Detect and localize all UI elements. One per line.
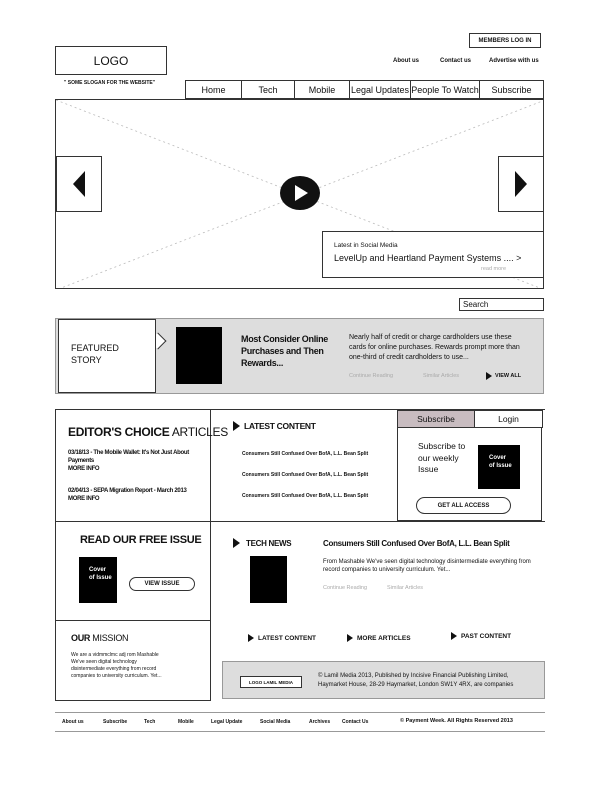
social-kicker: Latest in Social Media xyxy=(334,242,398,249)
featured-similar-link[interactable]: Similar Articles xyxy=(423,373,460,379)
search-input[interactable]: Search xyxy=(459,298,544,311)
featured-view-all-link[interactable] xyxy=(486,372,521,380)
featured-label-line1: FEATURED xyxy=(71,343,119,353)
free-issue-title: READ OUR FREE ISSUE xyxy=(80,534,202,546)
mission-title-rest: MISSION xyxy=(90,633,129,643)
nav-legal-updates[interactable]: Legal Updates xyxy=(350,81,411,98)
view-all-label: VIEW ALL xyxy=(495,373,522,379)
nav-people-to-watch[interactable]: People To Watch xyxy=(411,81,480,98)
play-arrow-icon xyxy=(451,632,457,640)
site-logo[interactable] xyxy=(55,46,167,75)
play-arrow-icon xyxy=(347,634,353,642)
editors-choice-title-rest: ARTICLES xyxy=(169,425,228,439)
tab-login[interactable]: Login xyxy=(474,410,543,428)
play-icon[interactable] xyxy=(280,176,320,210)
footer-divider xyxy=(55,731,545,732)
latest-content-heading xyxy=(233,421,316,431)
tech-news-similar-link[interactable]: Similar Articles xyxy=(387,585,424,591)
publisher-text: © Lamil Media 2013, Published by Incisive Financial Publishing Limited, Haymarket House, 28-29 Haymarket, London SW1Y 4RX, are companies xyxy=(318,673,514,688)
past-content-link-label: PAST CONTENT xyxy=(461,632,512,640)
editors-choice-title-bold: EDITOR'S CHOICE xyxy=(68,425,170,439)
get-all-access-button[interactable]: GET ALL ACCESS xyxy=(416,497,511,514)
footer-link-social-media[interactable]: Social Media xyxy=(260,719,291,725)
footer-link-subscribe[interactable]: Subscribe xyxy=(103,719,128,725)
featured-thumbnail[interactable] xyxy=(176,327,222,384)
grid-divider xyxy=(55,700,210,701)
more-articles-link[interactable] xyxy=(347,634,411,642)
mission-title-bold: OUR xyxy=(71,633,91,643)
footer-link-legal-update[interactable]: Legal Update xyxy=(211,719,243,725)
latest-content-item[interactable]: Consumers Still Confused Over BofA, L.L. Bean Split xyxy=(242,493,369,499)
free-issue-cover-label: Cover of Issue xyxy=(89,567,112,581)
slider-prev-button[interactable] xyxy=(56,156,102,212)
view-issue-button[interactable]: VIEW ISSUE xyxy=(129,577,195,591)
logo-text: LOGO xyxy=(93,53,129,68)
site-slogan: " SOME SLOGAN FOR THE WEBSITE" xyxy=(64,80,156,86)
more-articles-link-label: MORE ARTICLES xyxy=(357,634,411,642)
latest-content-title: LATEST CONTENT xyxy=(244,421,316,431)
footer-link-mobile[interactable]: Mobile xyxy=(178,719,194,725)
footer-copyright: © Payment Week. All Rights Reserved 2013 xyxy=(400,718,513,724)
grid-divider xyxy=(210,409,211,701)
issue-cover-label: Cover of Issue xyxy=(489,455,512,469)
latest-content-link[interactable] xyxy=(248,634,316,642)
editors-choice-item[interactable] xyxy=(68,449,198,473)
grid-divider xyxy=(55,409,56,701)
tab-subscribe[interactable]: Subscribe xyxy=(397,410,475,428)
tech-news-continue-link[interactable]: Continue Reading xyxy=(323,585,368,591)
editors-choice-more[interactable]: MORE INFO xyxy=(68,466,100,472)
main-nav xyxy=(185,80,544,99)
contact-us-link[interactable]: Contact us xyxy=(440,58,472,64)
grid-divider xyxy=(55,521,545,522)
tech-news-body: From Mashable We've seen digital technology disintermediate everything from record companies to university curriculum. Yet... xyxy=(323,559,531,573)
play-arrow-icon xyxy=(233,538,240,548)
featured-label-line2: STORY xyxy=(71,355,102,365)
social-read-more[interactable]: read more xyxy=(481,266,507,272)
tech-news-title: TECH NEWS xyxy=(246,538,292,548)
hero-slider xyxy=(55,99,544,289)
footer-link-about[interactable]: About us xyxy=(62,719,84,725)
editors-choice-item-text: 02/04/13 - SEPA Migration Report - March 2013 xyxy=(68,488,187,494)
nav-tech[interactable]: Tech xyxy=(242,81,295,98)
tech-news-headline[interactable]: Consumers Still Confused Over BofA, L.L. Bean Split xyxy=(323,539,510,548)
play-arrow-icon xyxy=(248,634,254,642)
footer-link-contact[interactable]: Contact Us xyxy=(342,719,369,725)
editors-choice-title xyxy=(68,425,228,439)
latest-content-item[interactable]: Consumers Still Confused Over BofA, L.L. Bean Split xyxy=(242,472,369,478)
nav-mobile[interactable]: Mobile xyxy=(295,81,350,98)
editors-choice-more[interactable]: MORE INFO xyxy=(68,496,100,502)
nav-subscribe[interactable]: Subscribe xyxy=(491,84,532,95)
arrow-left-icon xyxy=(73,171,85,197)
editors-choice-item-text: 03/18/13 - The Mobile Wallet: It's Not Just About Payments xyxy=(68,450,189,464)
editors-choice-item[interactable] xyxy=(68,487,198,503)
free-issue-cover[interactable] xyxy=(79,557,117,603)
play-arrow-icon xyxy=(233,421,240,431)
advertise-link[interactable]: Advertise with us xyxy=(489,58,539,64)
nav-home[interactable]: Home xyxy=(186,81,242,98)
latest-content-item[interactable]: Consumers Still Confused Over BofA, L.L. Bean Split xyxy=(242,451,369,457)
slider-next-button[interactable] xyxy=(498,156,544,212)
publisher-logo[interactable]: LOGO LAMIL MEDIA xyxy=(240,676,302,688)
social-media-teaser[interactable] xyxy=(322,231,544,278)
footer-link-tech[interactable]: Tech xyxy=(144,719,156,725)
footer-divider xyxy=(55,712,545,713)
past-content-link[interactable] xyxy=(451,632,511,640)
arrow-right-icon xyxy=(515,171,527,197)
tech-news-thumbnail[interactable] xyxy=(250,556,287,603)
members-login-button[interactable]: MEMBERS LOG IN xyxy=(469,33,541,48)
featured-story xyxy=(55,318,544,394)
publisher-box xyxy=(222,661,545,699)
latest-content-link-label: LATEST CONTENT xyxy=(258,634,317,642)
featured-continue-link[interactable]: Continue Reading xyxy=(349,373,394,379)
mission-body: We are a vidmmclmc adj rom Mashable We've seen digital technology disintermediate everything from record companies to university curriculum. Yet... xyxy=(71,652,162,679)
about-us-link[interactable]: About us xyxy=(393,58,419,64)
mission-title xyxy=(71,633,128,643)
featured-title[interactable]: Most Consider Online Purchases and Then Rewards... xyxy=(241,334,329,368)
play-arrow-icon xyxy=(486,372,492,380)
featured-body: Nearly half of credit or charge cardholders use these cards for online purchases. Rewards prompt more than one-third of credit cardholders to use... xyxy=(349,334,520,361)
social-headline[interactable]: LevelUp and Heartland Payment Systems .... > xyxy=(334,253,522,263)
tech-news-heading xyxy=(233,538,291,548)
featured-label xyxy=(58,319,156,393)
footer-link-archives[interactable]: Archives xyxy=(309,719,331,725)
issue-cover-thumbnail[interactable] xyxy=(478,445,520,489)
grid-divider xyxy=(55,620,210,621)
subscribe-text: Subscribe to our weekly Issue xyxy=(418,441,466,474)
